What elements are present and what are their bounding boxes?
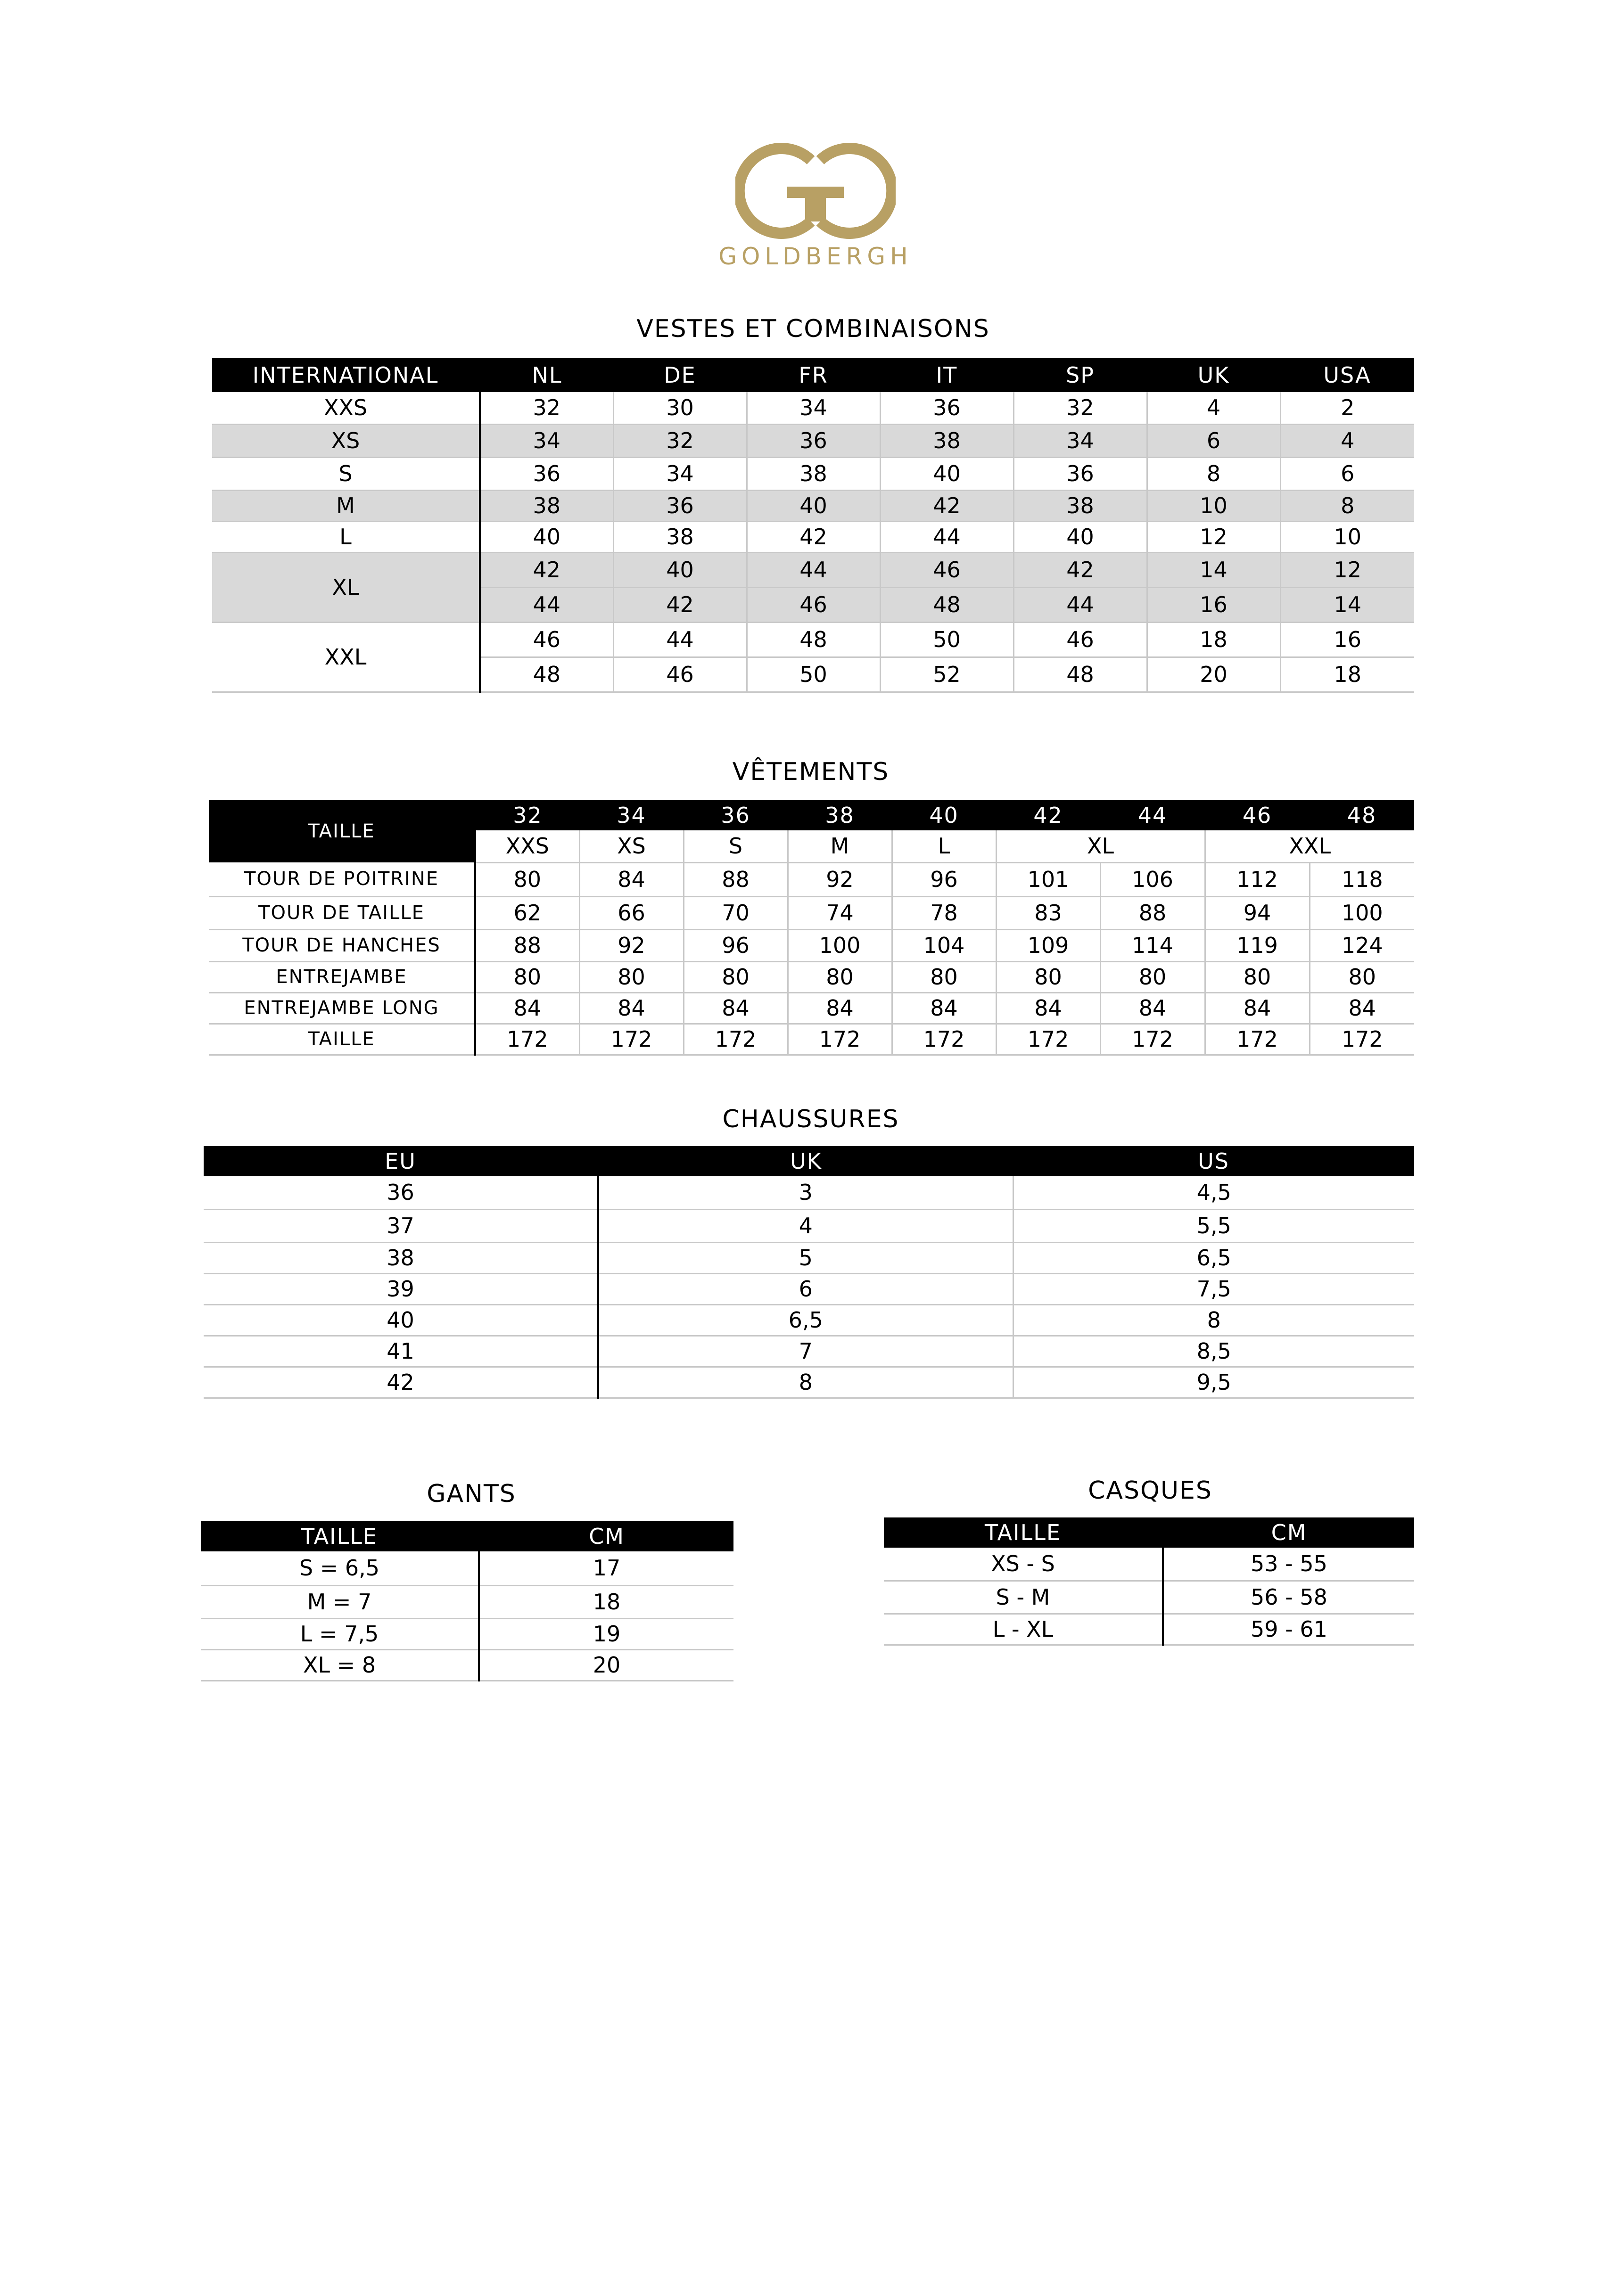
table-cell: 5,5 xyxy=(1013,1209,1414,1242)
size-number: 48 xyxy=(1310,800,1414,830)
table-cell: 30 xyxy=(613,392,747,424)
chaussures-table xyxy=(204,1146,1414,1399)
table-cell: 46 xyxy=(480,622,613,657)
table-row xyxy=(212,424,1414,457)
table-cell: 44 xyxy=(1013,587,1147,622)
table-cell: 16 xyxy=(1147,587,1280,622)
vestes-header: INTERNATIONAL xyxy=(212,358,480,392)
size-number: 40 xyxy=(892,800,996,830)
table-cell: 172 xyxy=(475,1024,579,1055)
table-row xyxy=(209,929,1414,961)
table-cell: 80 xyxy=(788,961,892,992)
vestes-header: FR xyxy=(747,358,880,392)
table-cell: 34 xyxy=(1013,424,1147,457)
size-label: M xyxy=(212,490,480,521)
measure-label: TOUR DE POITRINE xyxy=(209,862,475,896)
table-row xyxy=(201,1649,733,1681)
table-cell: 20 xyxy=(1147,657,1280,692)
table-row xyxy=(204,1209,1414,1242)
table-cell: 44 xyxy=(613,622,747,657)
size-number: 46 xyxy=(1205,800,1310,830)
table-cell: 16 xyxy=(1280,622,1414,657)
table-cell: 17 xyxy=(479,1551,733,1585)
table-cell: 172 xyxy=(1310,1024,1414,1055)
table-cell: 114 xyxy=(1100,929,1205,961)
table-cell: 7,5 xyxy=(1013,1273,1414,1304)
table-cell: XL = 8 xyxy=(201,1649,479,1681)
table-cell: 48 xyxy=(480,657,613,692)
table-cell: 36 xyxy=(880,392,1013,424)
size-number: 36 xyxy=(684,800,788,830)
table-cell: 12 xyxy=(1280,552,1414,587)
table-cell: 32 xyxy=(1013,392,1147,424)
table-cell: 42 xyxy=(1013,552,1147,587)
table-cell: 18 xyxy=(479,1585,733,1618)
table-cell: 34 xyxy=(480,424,613,457)
table-cell: 118 xyxy=(1310,862,1414,896)
table-cell: 9,5 xyxy=(1013,1367,1414,1398)
vestes-header: USA xyxy=(1280,358,1414,392)
size-label: S xyxy=(212,457,480,490)
table-cell: 4 xyxy=(1280,424,1414,457)
table-row xyxy=(201,1551,733,1585)
measure-label: TOUR DE HANCHES xyxy=(209,929,475,961)
table-cell: 59 - 61 xyxy=(1163,1614,1414,1645)
table-cell: 42 xyxy=(747,521,880,552)
table-cell: 6,5 xyxy=(1013,1242,1414,1273)
table-cell: 10 xyxy=(1147,490,1280,521)
table-cell: 84 xyxy=(579,992,684,1024)
size-label: XXS xyxy=(212,392,480,424)
table-cell: 92 xyxy=(579,929,684,961)
chaussures-header: UK xyxy=(598,1146,1013,1176)
table-cell: 8 xyxy=(1280,490,1414,521)
gants-table xyxy=(201,1521,733,1681)
table-cell: 92 xyxy=(788,862,892,896)
measure-label: TOUR DE TAILLE xyxy=(209,896,475,929)
table-cell: 80 xyxy=(1100,961,1205,992)
vetements-title: VÊTEMENTS xyxy=(732,758,890,786)
table-cell: 40 xyxy=(1013,521,1147,552)
table-cell: 38 xyxy=(747,457,880,490)
table-cell: 46 xyxy=(880,552,1013,587)
vestes-header: SP xyxy=(1013,358,1147,392)
table-cell: 172 xyxy=(1100,1024,1205,1055)
size-letter: XXL xyxy=(1205,830,1414,862)
table-cell: 4 xyxy=(598,1209,1013,1242)
table-cell: 172 xyxy=(892,1024,996,1055)
table-cell: 78 xyxy=(892,896,996,929)
table-cell: 14 xyxy=(1147,552,1280,587)
table-cell: 38 xyxy=(480,490,613,521)
table-cell: 83 xyxy=(996,896,1100,929)
table-cell: 34 xyxy=(613,457,747,490)
table-cell: 80 xyxy=(579,961,684,992)
table-cell: 80 xyxy=(684,961,788,992)
measure-label: ENTREJAMBE LONG xyxy=(209,992,475,1024)
table-cell: 112 xyxy=(1205,862,1310,896)
vestes-title: VESTES ET COMBINAISONS xyxy=(636,315,990,343)
table-cell: 53 - 55 xyxy=(1163,1548,1414,1581)
table-cell: 84 xyxy=(475,992,579,1024)
table-cell: 84 xyxy=(996,992,1100,1024)
table-cell: 44 xyxy=(480,587,613,622)
table-cell: 40 xyxy=(480,521,613,552)
table-cell: 42 xyxy=(613,587,747,622)
table-cell: L = 7,5 xyxy=(201,1618,479,1649)
table-cell: 106 xyxy=(1100,862,1205,896)
table-cell: 2 xyxy=(1280,392,1414,424)
size-letter: M xyxy=(788,830,892,862)
measure-label: TAILLE xyxy=(209,1024,475,1055)
table-cell: 172 xyxy=(579,1024,684,1055)
table-cell: M = 7 xyxy=(201,1585,479,1618)
measure-label: ENTREJAMBE xyxy=(209,961,475,992)
size-letter: L xyxy=(892,830,996,862)
table-cell: 6,5 xyxy=(598,1304,1013,1336)
gants-header-row xyxy=(201,1521,733,1551)
table-cell: 94 xyxy=(1205,896,1310,929)
table-cell: 100 xyxy=(1310,896,1414,929)
table-row xyxy=(884,1614,1414,1645)
size-letter: XXS xyxy=(475,830,579,862)
size-label: XL xyxy=(212,552,480,622)
table-cell: 104 xyxy=(892,929,996,961)
table-cell: 6 xyxy=(598,1273,1013,1304)
table-cell: 119 xyxy=(1205,929,1310,961)
casques-title: CASQUES xyxy=(1088,1476,1212,1505)
table-cell: 80 xyxy=(475,961,579,992)
gants-header: CM xyxy=(479,1521,733,1551)
table-cell: S = 6,5 xyxy=(201,1551,479,1585)
table-cell: 36 xyxy=(480,457,613,490)
vetements-table xyxy=(209,800,1414,1056)
table-cell: 70 xyxy=(684,896,788,929)
table-cell: 88 xyxy=(684,862,788,896)
table-row xyxy=(204,1304,1414,1336)
table-cell: 34 xyxy=(747,392,880,424)
chaussures-header: EU xyxy=(204,1146,598,1176)
gants-title: GANTS xyxy=(427,1480,516,1508)
table-cell: 41 xyxy=(204,1336,598,1367)
gants-header: TAILLE xyxy=(201,1521,479,1551)
table-cell: 44 xyxy=(747,552,880,587)
table-cell: 88 xyxy=(1100,896,1205,929)
size-number: 44 xyxy=(1100,800,1205,830)
table-cell: XS - S xyxy=(884,1548,1163,1581)
table-cell: 96 xyxy=(684,929,788,961)
table-cell: 40 xyxy=(204,1304,598,1336)
table-cell: 172 xyxy=(684,1024,788,1055)
size-number: 42 xyxy=(996,800,1100,830)
table-cell: 48 xyxy=(747,622,880,657)
table-cell: 39 xyxy=(204,1273,598,1304)
table-cell: 38 xyxy=(204,1242,598,1273)
table-cell: 100 xyxy=(788,929,892,961)
table-row xyxy=(201,1585,733,1618)
table-cell: 84 xyxy=(1100,992,1205,1024)
brand-name: GOLDBERGH xyxy=(718,243,913,270)
table-row xyxy=(204,1273,1414,1304)
vetements-number-row xyxy=(209,800,1414,830)
table-cell: 66 xyxy=(579,896,684,929)
table-cell: 80 xyxy=(475,862,579,896)
table-row xyxy=(204,1336,1414,1367)
table-cell: 8,5 xyxy=(1013,1336,1414,1367)
table-cell: 36 xyxy=(204,1176,598,1209)
table-row xyxy=(212,622,1414,657)
table-cell: 46 xyxy=(747,587,880,622)
table-cell: 4,5 xyxy=(1013,1176,1414,1209)
table-cell: 18 xyxy=(1280,657,1414,692)
table-cell: 80 xyxy=(1205,961,1310,992)
table-cell: 32 xyxy=(613,424,747,457)
table-cell: 48 xyxy=(1013,657,1147,692)
vestes-header-row xyxy=(212,358,1414,392)
size-number: 34 xyxy=(579,800,684,830)
table-cell: 38 xyxy=(613,521,747,552)
table-cell: 18 xyxy=(1147,622,1280,657)
table-cell: 38 xyxy=(1013,490,1147,521)
vestes-header: DE xyxy=(613,358,747,392)
size-label: XXL xyxy=(212,622,480,692)
vestes-header: IT xyxy=(880,358,1013,392)
table-cell: 4 xyxy=(1147,392,1280,424)
table-cell: 80 xyxy=(996,961,1100,992)
table-cell: 84 xyxy=(1205,992,1310,1024)
table-cell: 48 xyxy=(880,587,1013,622)
table-cell: 38 xyxy=(880,424,1013,457)
table-row xyxy=(212,392,1414,424)
table-row xyxy=(209,896,1414,929)
table-row xyxy=(212,521,1414,552)
size-label: L xyxy=(212,521,480,552)
table-cell: 10 xyxy=(1280,521,1414,552)
table-row xyxy=(204,1242,1414,1273)
table-cell: 88 xyxy=(475,929,579,961)
chaussures-header-row xyxy=(204,1146,1414,1176)
table-cell: 84 xyxy=(892,992,996,1024)
table-cell: 40 xyxy=(880,457,1013,490)
table-cell: 109 xyxy=(996,929,1100,961)
table-cell: 37 xyxy=(204,1209,598,1242)
chaussures-header: US xyxy=(1013,1146,1414,1176)
table-cell: 14 xyxy=(1280,587,1414,622)
table-cell: 84 xyxy=(579,862,684,896)
table-cell: 40 xyxy=(747,490,880,521)
table-cell: 12 xyxy=(1147,521,1280,552)
table-cell: 20 xyxy=(479,1649,733,1681)
table-cell: 36 xyxy=(613,490,747,521)
table-cell: L - XL xyxy=(884,1614,1163,1645)
table-cell: 96 xyxy=(892,862,996,896)
casques-header: TAILLE xyxy=(884,1517,1163,1548)
table-cell: 8 xyxy=(598,1367,1013,1398)
table-cell: 124 xyxy=(1310,929,1414,961)
table-cell: 42 xyxy=(880,490,1013,521)
table-row xyxy=(204,1367,1414,1398)
table-cell: 84 xyxy=(1310,992,1414,1024)
vetements-corner-label: TAILLE xyxy=(209,800,475,862)
table-cell: 46 xyxy=(1013,622,1147,657)
table-row xyxy=(204,1176,1414,1209)
table-row xyxy=(209,862,1414,896)
size-letter: S xyxy=(684,830,788,862)
table-cell: S - M xyxy=(884,1581,1163,1614)
table-cell: 101 xyxy=(996,862,1100,896)
table-cell: 80 xyxy=(892,961,996,992)
casques-header: CM xyxy=(1163,1517,1414,1548)
table-cell: 5 xyxy=(598,1242,1013,1273)
table-row xyxy=(212,457,1414,490)
table-row xyxy=(212,490,1414,521)
size-number: 38 xyxy=(788,800,892,830)
table-cell: 3 xyxy=(598,1176,1013,1209)
table-cell: 36 xyxy=(1013,457,1147,490)
table-cell: 42 xyxy=(204,1367,598,1398)
table-row xyxy=(212,552,1414,587)
table-row xyxy=(209,992,1414,1024)
table-row xyxy=(209,961,1414,992)
size-letter: XS xyxy=(579,830,684,862)
size-label: XS xyxy=(212,424,480,457)
table-cell: 52 xyxy=(880,657,1013,692)
table-cell: 50 xyxy=(747,657,880,692)
table-cell: 44 xyxy=(880,521,1013,552)
table-row xyxy=(201,1618,733,1649)
table-cell: 36 xyxy=(747,424,880,457)
table-cell: 62 xyxy=(475,896,579,929)
size-number: 32 xyxy=(475,800,579,830)
table-cell: 50 xyxy=(880,622,1013,657)
table-cell: 40 xyxy=(613,552,747,587)
table-cell: 6 xyxy=(1280,457,1414,490)
table-cell: 19 xyxy=(479,1618,733,1649)
table-cell: 84 xyxy=(684,992,788,1024)
vestes-header: UK xyxy=(1147,358,1280,392)
table-row xyxy=(884,1581,1414,1614)
table-cell: 8 xyxy=(1147,457,1280,490)
gg-monogram-icon xyxy=(735,141,896,240)
table-row xyxy=(884,1548,1414,1581)
table-cell: 8 xyxy=(1013,1304,1414,1336)
table-cell: 6 xyxy=(1147,424,1280,457)
table-cell: 172 xyxy=(788,1024,892,1055)
table-cell: 46 xyxy=(613,657,747,692)
casques-header-row xyxy=(884,1517,1414,1548)
table-cell: 80 xyxy=(1310,961,1414,992)
table-cell: 172 xyxy=(996,1024,1100,1055)
table-cell: 172 xyxy=(1205,1024,1310,1055)
vestes-table xyxy=(212,358,1414,693)
table-row xyxy=(209,1024,1414,1055)
casques-table xyxy=(884,1517,1414,1646)
table-cell: 42 xyxy=(480,552,613,587)
size-letter: XL xyxy=(996,830,1205,862)
table-cell: 32 xyxy=(480,392,613,424)
chaussures-title: CHAUSSURES xyxy=(722,1105,899,1133)
table-cell: 84 xyxy=(788,992,892,1024)
table-cell: 56 - 58 xyxy=(1163,1581,1414,1614)
vestes-header: NL xyxy=(480,358,613,392)
table-cell: 7 xyxy=(598,1336,1013,1367)
table-cell: 74 xyxy=(788,896,892,929)
